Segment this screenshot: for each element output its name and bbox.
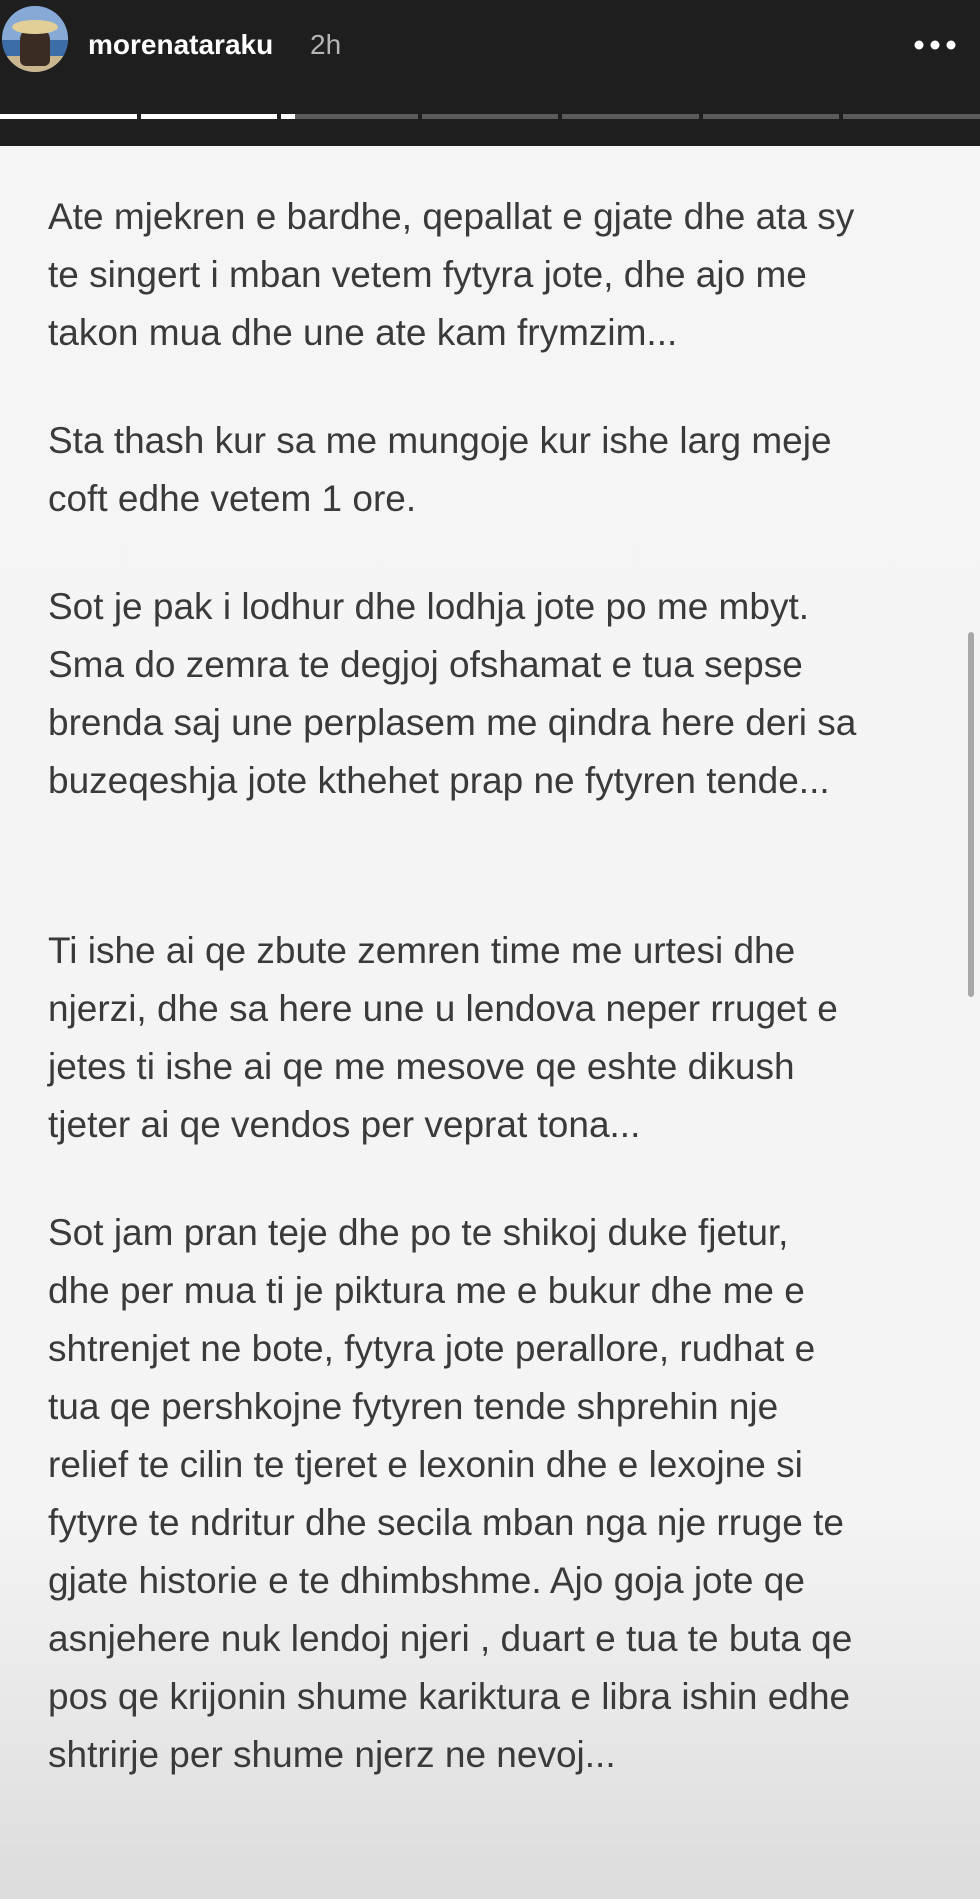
progress-segment bbox=[141, 114, 278, 119]
progress-segment bbox=[281, 114, 418, 119]
note-paragraph-3: Sot je pak i lodhur dhe lodhja jote po me mbyt. Sma do zemra te degjoj ofshamat e tua sepse brenda saj une perplasem me qindra here deri sa buzeqeshja jote kthehet prap ne fytyren tende... bbox=[48, 586, 857, 801]
story-progress-bar bbox=[0, 114, 980, 120]
note-paragraph-1: Ate mjekren e bardhe, qepallat e gjate dhe ata sy te singert i mban vetem fytyra jote, dhe ajo me takon mua dhe une ate kam frymzim... bbox=[48, 196, 855, 353]
note-paragraph-4: Ti ishe ai qe zbute zemren time me urtesi dhe njerzi, dhe sa here une u lendova neper rruget e jetes ti ishe ai qe me mesove qe eshte dikush tjeter ai qe vendos per veprat tona... bbox=[48, 930, 838, 1145]
progress-segment bbox=[562, 114, 699, 119]
progress-segment bbox=[0, 114, 137, 119]
progress-segment bbox=[843, 114, 980, 119]
progress-segment bbox=[703, 114, 840, 119]
note-paragraph-2: Sta thash kur sa me mungoje kur ishe larg meje coft edhe vetem 1 ore. bbox=[48, 420, 832, 519]
post-time: 2h bbox=[310, 29, 342, 60]
story-header bbox=[0, 0, 980, 146]
progress-segment bbox=[422, 114, 559, 119]
username-link[interactable]: morenataraku bbox=[88, 29, 274, 60]
more-options-icon[interactable] bbox=[910, 30, 960, 60]
scrollbar[interactable] bbox=[968, 632, 974, 997]
profile-avatar[interactable] bbox=[2, 6, 68, 72]
note-paragraph-5: Sot jam pran teje dhe po te shikoj duke fjetur, dhe per mua ti je piktura me e bukur dhe me e shtrenjet ne bote, fytyra jote perallore, rudhat e tua qe pershkojne fytyren tende shprehin nje relief te cilin te tjeret e lexonin dhe e lexojne si fytyre te ndritur dhe secila mban nga nje rruge te gjate historie e te dhimbshme. Ajo goja jote qe asnjehere nuk lendoj njeri , duart e tua te buta qe pos qe krijonin shume kariktura e libra ishin edhe shtrirje per shume njerz ne nevoj... bbox=[48, 1212, 853, 1775]
story-content[interactable] bbox=[0, 146, 980, 1899]
